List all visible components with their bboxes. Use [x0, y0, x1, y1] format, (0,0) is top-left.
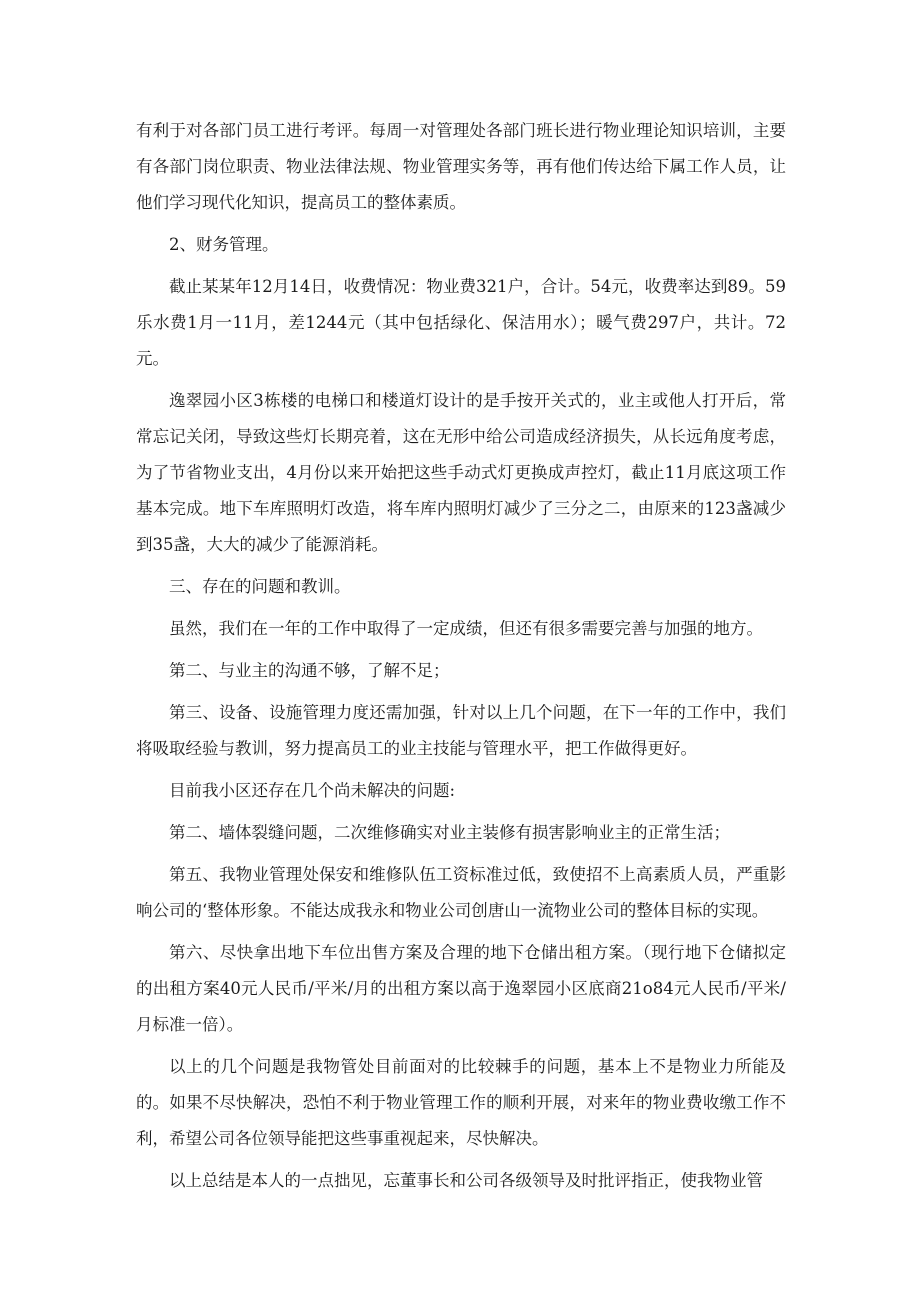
paragraph-parking-storage: 第六、尽快拿出地下车位出售方案及合理的地下仓储出租方案。（现行地下仓储拟定的出租方案40元人民币/平米/月的出租方案以高于逸翠园小区底商21o84元人民币/平米/月标准一倍）。 [136, 943, 786, 1034]
paragraph-training-continued: 有利于对各部门员工进行考评。每周一对管理处各部门班长进行物业理论知识培训，主要有各部门岗位职责、物业法律法规、物业管理实务等，再有他们传达给下属工作人员，让他们学习现代化知识，提高员工的整体素质。 [136, 121, 786, 212]
paragraph-communication-issue: 第二、与业主的沟通不够，了解不足； [169, 661, 450, 680]
paragraph-fee-collection: 截止某某年12月14日，收费情况：物业费321户，合计。54元，收费率达到89。59乐水费1月一11月，差1244元（其中包括绿化、保洁用水）；暖气费297户，共计。72元。 [136, 277, 786, 368]
paragraph-lighting-retrofit: 逸翠园小区3栋楼的电梯口和楼道灯设计的是手按开关式的，业主或他人打开后，常常忘记关闭，导致这些灯长期亮着，这在无形中给公司造成经济损失，从长远角度考虑，为了节省物业支出，4月份以来开始把这些手动式灯更换成声控灯，截止11月底这项工作基本完成。地下车库照明灯改造，将车库内照明灯减少了三分之二，由原来的123盏减少到35盏，大大的减少了能源消耗。 [136, 391, 786, 554]
paragraph-improvement-needed: 虽然，我们在一年的工作中取得了一定成绩，但还有很多需要完善与加强的地方。 [169, 619, 763, 638]
paragraph-wall-cracks: 第二、墙体裂缝问题，二次维修确实对业主装修有损害影响业主的正常生活； [169, 823, 730, 842]
paragraph-facility-management: 第三、设备、设施管理力度还需加强，针对以上几个问题，在下一年的工作中，我们将吸取经验与教训，努力提高员工的业主技能与管理水平，把工作做得更好。 [136, 703, 786, 758]
paragraph-unresolved-intro: 目前我小区还存在几个尚未解决的问题: [169, 781, 456, 800]
paragraph-difficult-problems: 以上的几个问题是我物管处目前面对的比较棘手的问题，基本上不是物业力所能及的。如果不尽快解决，恐怕不利于物业管理工作的顺利开展，对来年的物业费收缴工作不利，希望公司各位领导能把这些事重视起来，尽快解决。 [136, 1057, 786, 1148]
heading-problems-lessons: 三、存在的问题和教训。 [169, 577, 351, 596]
paragraph-closing-remarks: 以上总结是本人的一点拙见，忘董事长和公司各级领导及时批评指正，使我物业管 [169, 1171, 763, 1190]
heading-finance-management: 2、财务管理。 [169, 235, 279, 254]
document-body [136, 113, 786, 1205]
paragraph-low-wages: 第五、我物业管理处保安和维修队伍工资标准过低，致使招不上高素质人员，严重影响公司的‘整体形象。不能达成我永和物业公司创唐山一流物业公司的整体目标的实现。 [136, 865, 786, 920]
